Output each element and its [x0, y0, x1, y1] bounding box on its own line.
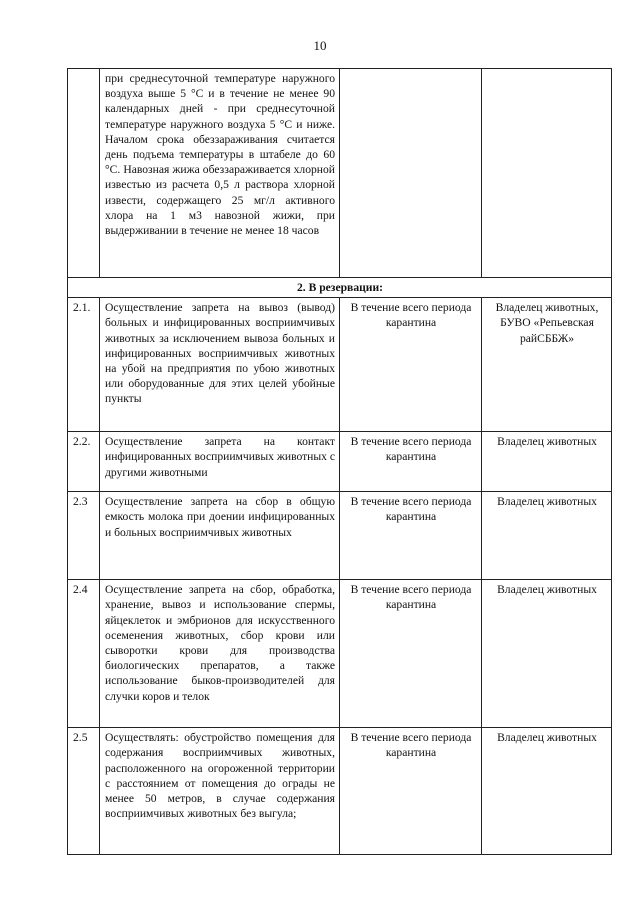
row-number: 2.3 [68, 492, 100, 580]
row-number: 2.5 [68, 728, 100, 855]
measure-description: Осуществление запрета на контакт инфицированных восприимчивых животных с другими животными [100, 432, 340, 492]
measure-description: Осуществление запрета на сбор в общую емкость молока при доении инфицированных и больных восприимчивых животных [100, 492, 340, 580]
term-text: В течение всего периода карантина [340, 298, 482, 432]
table-row [68, 298, 612, 432]
table-row [68, 728, 612, 855]
measure-description: Осуществление запрета на вывоз (вывод) больных и инфицированных восприимчивых животных за исключением вывоза больных и инфицированных восприимчивых животных на убой на предприятия по убою животных или оборудованные для этих целей убойные пункты [100, 298, 340, 432]
term-text: В течение всего периода карантина [340, 432, 482, 492]
table-row [68, 69, 612, 278]
responsible-text: Владелец животных [482, 492, 612, 580]
responsible-text: Владелец животных [482, 728, 612, 855]
measure-description: при среднесуточной температуре наружного воздуха выше 5 °С и в течение не менее 90 календарных дней - при среднесуточной температуре наружного воздуха 5 °С и ниже. Началом срока обеззараживания считается день подъема температуры в штабеле до 60 °С. Навозная жижа обеззараживается хлорной известью из расчета 0,5 л раствора хлорной извести, содержащего 25 мг/л активного хлора на 1 м3 навозной жижи, при выдерживании в течение не менее 18 часов [100, 69, 340, 278]
table-row [68, 580, 612, 728]
table-row [68, 432, 612, 492]
table-row [68, 492, 612, 580]
measure-description: Осуществление запрета на сбор, обработка, хранение, вывоз и использование спермы, яйцеклеток и эмбрионов для искусственного осеменения животных, сбор крови или сыворотки крови для производства биологических препаратов, а также использование быков-производителей для случки коров и телок [100, 580, 340, 728]
measures-table [67, 68, 612, 855]
row-number-cell [68, 69, 100, 278]
term-text: В течение всего периода карантина [340, 728, 482, 855]
section-title: 2. В резервации: [68, 278, 612, 298]
section-header-row [68, 278, 612, 298]
responsible-text: Владелец животных [482, 580, 612, 728]
term-cell [340, 69, 482, 278]
responsible-text: Владелец животных [482, 432, 612, 492]
responsible-text: Владелец животных, БУВО «Репьевская райСББЖ» [482, 298, 612, 432]
term-text: В течение всего периода карантина [340, 492, 482, 580]
term-text: В течение всего периода карантина [340, 580, 482, 728]
row-number: 2.2. [68, 432, 100, 492]
responsible-cell [482, 69, 612, 278]
measure-description: Осуществлять: обустройство помещения для содержания восприимчивых животных, расположенного на огороженной территории с расстоянием от помещения до ограды не менее 50 метров, в случае содержания восприимчивых животных без выгула; [100, 728, 340, 855]
row-number: 2.4 [68, 580, 100, 728]
page-number: 10 [313, 38, 327, 53]
row-number: 2.1. [68, 298, 100, 432]
